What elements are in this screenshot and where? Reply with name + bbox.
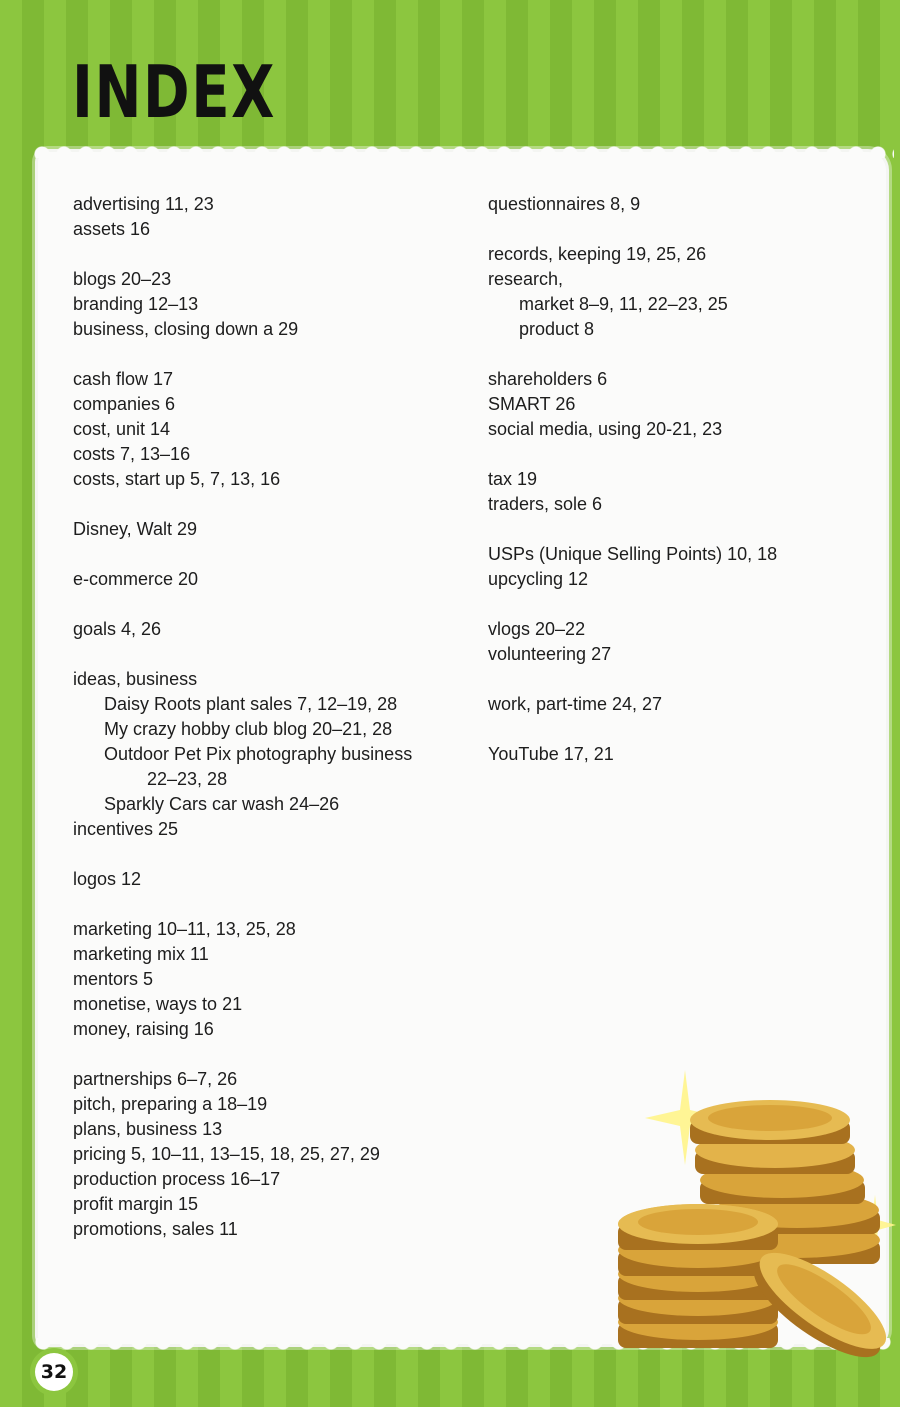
index-subentry: 22–23, 28	[147, 769, 228, 789]
index-entry: money, raising 16	[73, 1019, 214, 1039]
entry-gap	[73, 342, 473, 367]
index-entry: USPs (Unique Selling Points) 10, 18	[488, 544, 778, 564]
entry-gap	[488, 217, 868, 242]
index-column-right	[488, 192, 868, 767]
index-entry: marketing 10–11, 13, 25, 28	[73, 919, 296, 939]
entry-gap	[488, 667, 868, 692]
entry-gap	[73, 842, 473, 867]
index-entry: ideas, business	[73, 669, 198, 689]
index-entry: vlogs 20–22	[488, 619, 586, 639]
index-entry: upcycling 12	[488, 569, 589, 589]
index-entry: YouTube 17, 21	[488, 744, 614, 764]
index-entry: mentors 5	[73, 969, 154, 989]
entry-gap	[488, 342, 868, 367]
index-subentry: Sparkly Cars car wash 24–26	[104, 794, 340, 814]
index-entry: assets 16	[73, 219, 151, 239]
index-entry: work, part-time 24, 27	[488, 694, 663, 714]
index-entry: pricing 5, 10–11, 13–15, 18, 25, 27, 29	[73, 1144, 380, 1164]
entry-gap	[488, 517, 868, 542]
index-entry: costs 7, 13–16	[73, 444, 191, 464]
index-entry: volunteering 27	[488, 644, 612, 664]
index-entry: marketing mix 11	[73, 944, 209, 964]
index-entry: Disney, Walt 29	[73, 519, 198, 539]
index-entry: costs, start up 5, 7, 13, 16	[73, 469, 281, 489]
index-entry: cost, unit 14	[73, 419, 171, 439]
index-entry: SMART 26	[488, 394, 576, 414]
entry-gap	[488, 442, 868, 467]
index-entry: promotions, sales 11	[73, 1219, 238, 1239]
index-entry: shareholders 6	[488, 369, 608, 389]
page-number: 32	[35, 1353, 73, 1391]
page-title: INDEX	[72, 50, 276, 134]
entry-gap	[73, 492, 473, 517]
index-entry: goals 4, 26	[73, 619, 162, 639]
index-entry: blogs 20–23	[73, 269, 172, 289]
index-entry: research,	[488, 269, 564, 289]
entry-gap	[73, 1042, 473, 1067]
coin-stack-front	[618, 1204, 778, 1348]
index-entry: production process 16–17	[73, 1169, 281, 1189]
index-entry: tax 19	[488, 469, 538, 489]
index-entry: companies 6	[73, 394, 176, 414]
index-subentry: Outdoor Pet Pix photography business	[104, 744, 413, 764]
entry-gap	[73, 242, 473, 267]
index-entry: cash flow 17	[73, 369, 174, 389]
gold-coins-illustration	[600, 1060, 900, 1370]
entry-gap	[73, 642, 473, 667]
entry-gap	[488, 592, 868, 617]
index-entry: partnerships 6–7, 26	[73, 1069, 238, 1089]
index-entry: traders, sole 6	[488, 494, 603, 514]
page-number-badge	[30, 1348, 78, 1396]
entry-gap	[73, 542, 473, 567]
index-subentry: My crazy hobby club blog 20–21, 28	[104, 719, 393, 739]
index-subentry: Daisy Roots plant sales 7, 12–19, 28	[104, 694, 398, 714]
index-subentry: product 8	[519, 319, 595, 339]
index-entry: branding 12–13	[73, 294, 199, 314]
index-entry: questionnaires 8, 9	[488, 194, 641, 214]
index-entry: pitch, preparing a 18–19	[73, 1094, 268, 1114]
entry-gap	[73, 592, 473, 617]
index-column-left	[73, 192, 473, 1242]
entry-gap	[488, 717, 868, 742]
index-entry: profit margin 15	[73, 1194, 199, 1214]
index-subentry: market 8–9, 11, 22–23, 25	[519, 294, 728, 314]
index-entry: e-commerce 20	[73, 569, 199, 589]
index-entry: monetise, ways to 21	[73, 994, 243, 1014]
index-entry: records, keeping 19, 25, 26	[488, 244, 707, 264]
index-entry: business, closing down a 29	[73, 319, 299, 339]
index-entry: social media, using 20-21, 23	[488, 419, 723, 439]
index-entry: incentives 25	[73, 819, 179, 839]
index-entry: logos 12	[73, 869, 142, 889]
index-entry: plans, business 13	[73, 1119, 223, 1139]
index-entry: advertising 11, 23	[73, 194, 214, 214]
entry-gap	[73, 892, 473, 917]
